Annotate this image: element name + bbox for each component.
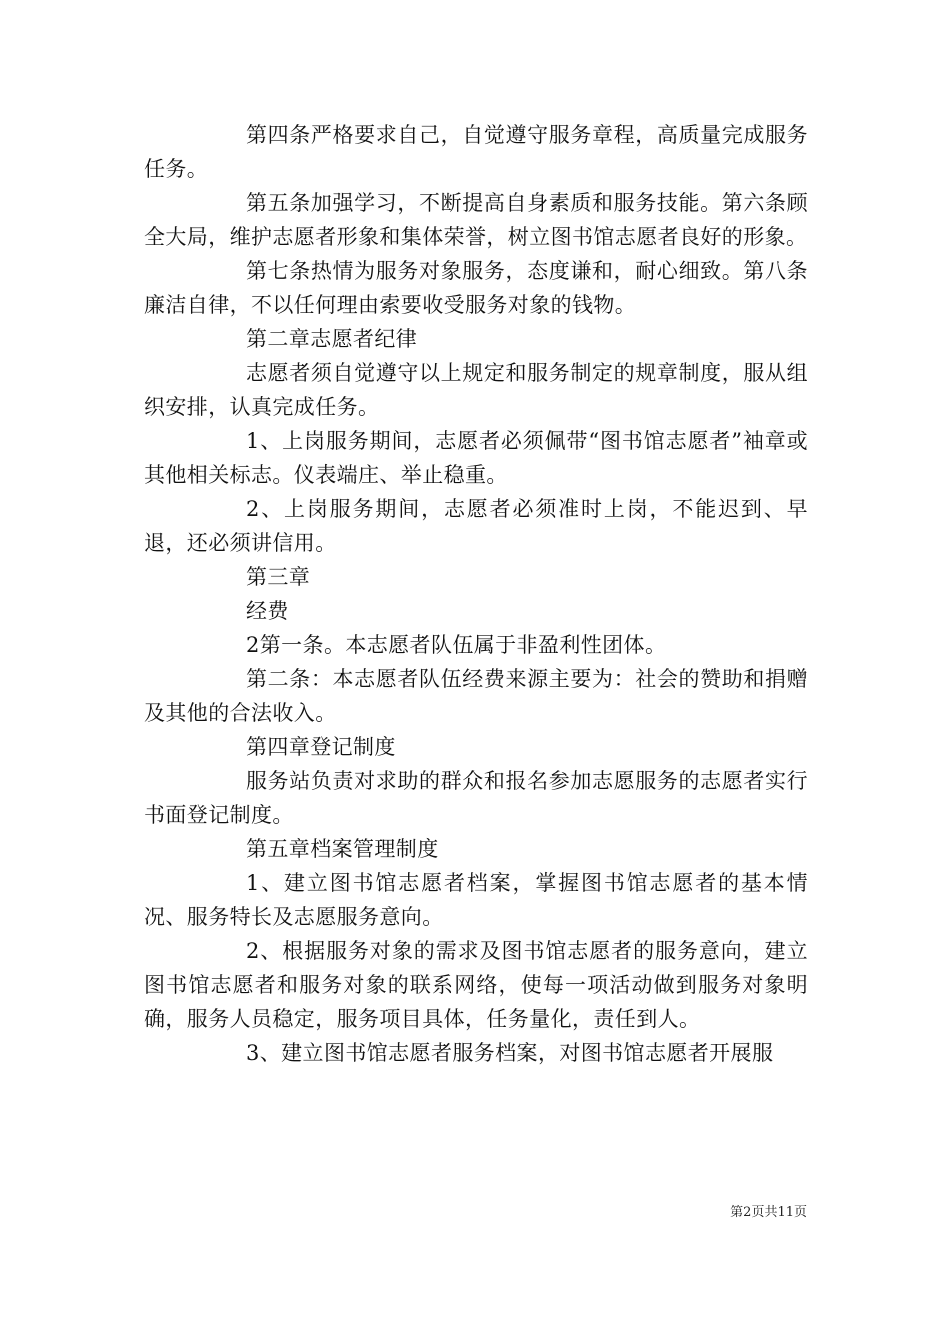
paragraph-archive-3: 3、建立图书馆志愿者服务档案，对图书馆志愿者开展服 [246, 1041, 774, 1065]
chapter-3-title: 经费 [246, 599, 289, 623]
chapter-5-heading: 第五章档案管理制度 [246, 837, 439, 861]
paragraph-discipline-intro: 志愿者须自觉遵守以上规定和服务制定的规章制度，服从组织安排，认真完成任务。 [144, 361, 808, 419]
paragraph-article-5-6: 第五条加强学习，不断提高自身素质和服务技能。第六条顾全大局，维护志愿者形象和集体荣誉，树立图书馆志愿者良好的形象。 [144, 191, 808, 249]
paragraph-discipline-2: 2、上岗服务期间，志愿者必须准时上岗，不能迟到、早退，还必须讲信用。 [144, 497, 808, 555]
chapter-4-heading: 第四章登记制度 [246, 735, 396, 759]
paragraph-funding-2: 第二条：本志愿者队伍经费来源主要为：社会的赞助和捐赠及其他的合法收入。 [144, 667, 808, 725]
paragraph-funding-1: 2第一条。本志愿者队伍属于非盈利性团体。 [246, 633, 667, 657]
paragraph-article-7-8: 第七条热情为服务对象服务，态度谦和，耐心细致。第八条廉洁自律，不以任何理由索要收受服务对象的钱物。 [144, 259, 808, 317]
paragraph-archive-2: 2、根据服务对象的需求及图书馆志愿者的服务意向，建立图书馆志愿者和服务对象的联系网络，使每一项活动做到服务对象明确，服务人员稳定，服务项目具体，任务量化，责任到人。 [144, 939, 808, 1031]
page-number-footer: 第2页共11页 [730, 1205, 807, 1220]
paragraph-article-4: 第四条严格要求自己，自觉遵守服务章程，高质量完成服务任务。 [144, 123, 808, 181]
paragraph-registration: 服务站负责对求助的群众和报名参加志愿服务的志愿者实行书面登记制度。 [144, 769, 808, 827]
paragraph-archive-1: 1、建立图书馆志愿者档案，掌握图书馆志愿者的基本情况、服务特长及志愿服务意向。 [144, 871, 808, 929]
chapter-2-heading: 第二章志愿者纪律 [246, 327, 418, 351]
chapter-3-heading: 第三章 [246, 565, 311, 589]
paragraph-discipline-1: 1、上岗服务期间，志愿者必须佩带“图书馆志愿者”袖章或其他相关标志。仪表端庄、举止稳重。 [144, 429, 808, 487]
document-body [144, 118, 808, 1070]
